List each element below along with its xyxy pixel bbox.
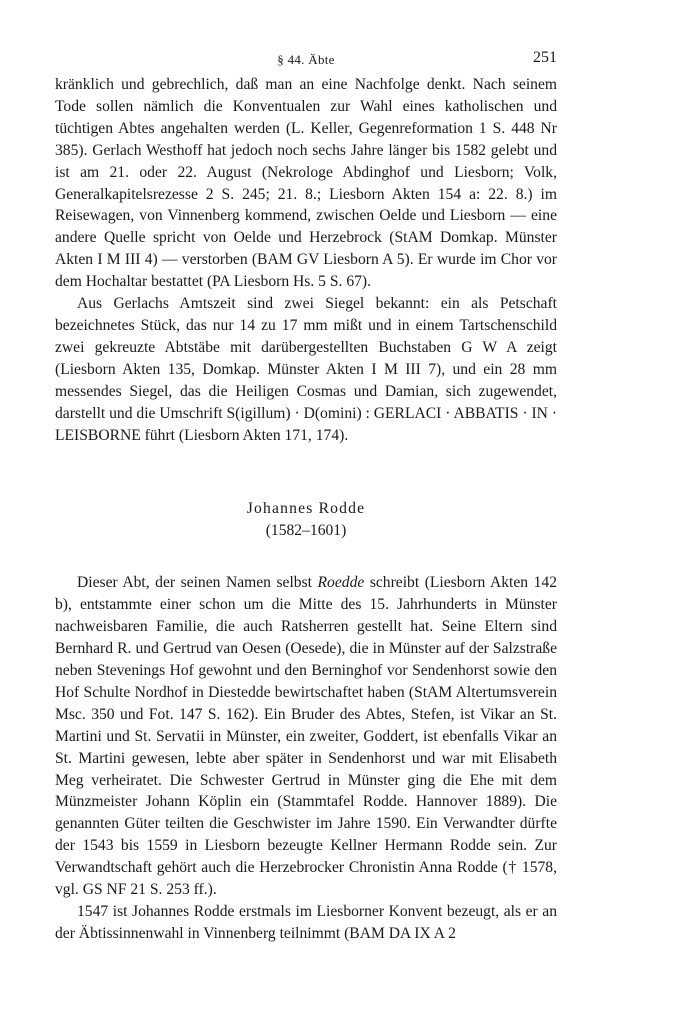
abbot-name: Johannes Rodde	[246, 500, 366, 518]
abbot-years: (1582–1601)	[265, 522, 347, 540]
section-title: § 44. Äbte	[277, 52, 335, 67]
text-run: Dieser Abt, der seinen Namen selbst	[77, 574, 318, 592]
paragraph-seals: Aus Gerlachs Amtszeit sind zwei Siegel bekannt: ein als Petschaft bezeichnetes Stück, das nur 14 zu 17 mm mißt und in einem Tartschenschild zwei gekreuzte Abtstäbe mit darübergestellten Buchstaben G W A zeigt (Liesborn Akten 135, Domkap. Münster Akten I M III 7), und ein 28 mm messendes Siegel, das die Heiligen Cosmas und Damian, sich zugewendet, darstellt und die Umschrift S(igillum) · D(omini) : GERLACI · ABBATIS · IN · LEISBORNE führt (Liesborn Akten 171, 174).	[55, 295, 557, 444]
text-block-rodde	[55, 572, 557, 944]
paragraph-convent: 1547 ist Johannes Rodde erstmals im Liesborner Konvent bezeugt, als er an der Äbtissinnenwahl in Vinnenberg teilnimmt (BAM DA IX A 2	[55, 903, 557, 942]
italic-name: Roedde	[317, 574, 365, 592]
book-page	[55, 44, 557, 945]
paragraph-family	[55, 572, 557, 901]
paragraph: kränklich und gebrechlich, daß man an eine Nachfolge denkt. Nach seinem Tode sollen nämlich die Konventualen zur Wahl eines katholischen und tüchtigen Abtes angehalten werden (L. Keller, Gegenreformation 1 S. 448 Nr 385). Gerlach Westhoff hat jedoch noch sechs Jahre länger bis 1582 gelebt und ist am 21. oder 22. August (Nekrologe Abdinghof und Liesborn; Volk, Generalkapitelsrezesse 2 S. 245; 21. 8.; Liesborn Akten 154 a: 22. 8.) im Reisewagen, von Vinnenberg kommend, zwischen Oelde und Liesborn — eine andere Quelle spricht von Oelde und Herzebrock (StAM Domkap. Münster Akten I M III 4) — verstorben (BAM GV Liesborn A 5). Er wurde im Chor vor dem Hochaltar bestattet (PA Liesborn Hs. 5 S. 67).	[55, 76, 557, 291]
text-block-gerlach	[55, 74, 557, 446]
running-head	[55, 44, 557, 74]
abbot-heading	[55, 498, 557, 542]
text-run: schreibt (Liesborn Akten 142 b), entstammte einer schon um die Mitte des 15. Jahrhunderts in Münster nachweisbaren Familie, die auch Ratsherren gestellt hat. Seine Eltern sind Bernhard R. und Gertrud van Oesen (Oesede), die in Münster auf der Salzstraße neben Stevenings Hof gewohnt und den Berninghof vor Sendenhorst sowie den Hof Schulte Nordhof in Diestedde bewirtschaftet haben (StAM Altertumsverein Msc. 350 und Fot. 147 S. 162). Ein Bruder des Abtes, Stefen, ist Vikar an St. Martini und St. Servatii in Münster, ein zweiter, Goddert, ist ebenfalls Vikar an St. Martini gewesen, lebte aber später in Sendenhorst und war mit Elisabeth Meg verheiratet. Die Schwester Gertrud in Münster ging die Ehe mit dem Münzmeister Johann Köplin ein (Stammtafel Rodde. Hannover 1889). Die genannten Güter teilten die Geschwister im Jahre 1590. Ein Verwandter dürfte der 1543 bis 1559 in Liesborn bezeugte Kellner Hermann Rodde sein. Zur Verwandtschaft gehört auch die Herzebrocker Chronistin Anna Rodde († 1578, vgl. GS NF 21 S. 253 ff.).	[55, 574, 557, 899]
page-number: 251	[533, 49, 557, 66]
